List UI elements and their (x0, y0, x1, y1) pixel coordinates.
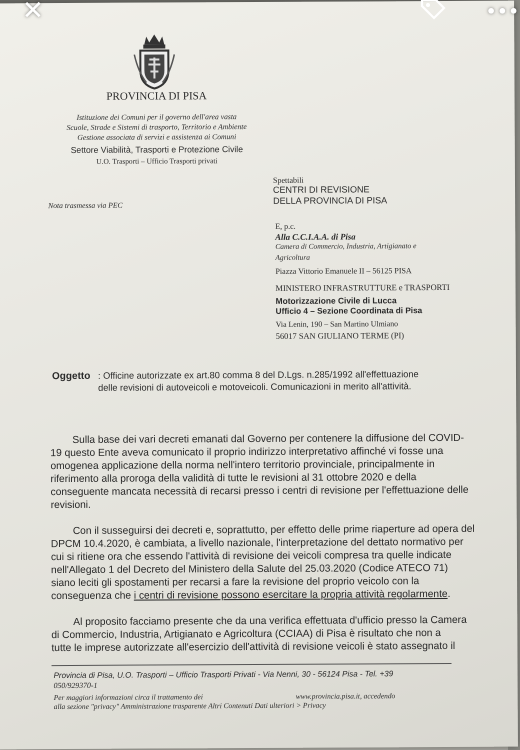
body-p3-line: di Commercio, Industria, Artigianato e Agricoltura (CCIAA) di Pisa è risultato che non a (51, 628, 441, 642)
body-p2-line: nell'Allegato 1 del Decreto del Ministero della Salute del 25.03.2020 (Codice ATECO 71) (50, 562, 449, 577)
cc-cciaa-desc-1: Camera di Commercio, Industria, Artigianato e (275, 241, 417, 251)
footer-privacy-text: Per maggiori informazioni circa il trattamento dei (53, 692, 203, 703)
body-p1-line: 19 questo Ente aveva comunicato il proprio indirizzo interpretativo affinché vi fosse una (50, 446, 444, 460)
province-crest-icon (132, 32, 176, 90)
recipient-line-2: DELLA PROVINCIA DI PISA (273, 195, 388, 206)
body-p1-line: Sulla base dei vari decreti emanati dal Governo per contenere la diffusione del COVID- (72, 432, 465, 446)
letter-page (0, 1, 518, 750)
province-name: PROVINCIA DI PISA (106, 90, 207, 103)
footer-line-2: 050/929370-1 (53, 680, 98, 691)
more-options-icon[interactable]: ••• (486, 2, 520, 21)
body-p2-last-pre: conseguenza che (51, 590, 134, 603)
footer-divider (52, 663, 452, 666)
footer-line-1: Provincia di Pisa, U.O. Trasporti – Ufficio Trasporti Privati - Via Nenni, 30 - 56124 Pisa - Tel. +39 (53, 669, 394, 681)
subject-label: Oggetto (51, 370, 91, 383)
body-p3-line: Al proposito facciamo presente che da una verifica effettuata d'ufficio presso la Camera (73, 614, 467, 628)
body-p2-last-line (51, 589, 450, 602)
cc-ministry-3: Ufficio 4 – Sezione Coordinata di Pisa (275, 306, 423, 316)
subject-line-2: delle revisioni di autoveicoli e motoveicoli. Comunicazioni in merito all'attività. (98, 381, 412, 393)
body-p1-line: omogenea applicazione della norma nell'intero territorio provinciale, principalmente in (50, 459, 435, 473)
cc-ministry-4: Via Lenin, 190 – San Martino Ulmiano (275, 319, 399, 329)
body-p2-line: cui si ritiene ora che essendo l'attività di revisione dei veicoli compresa tra quelle indicate (50, 549, 452, 564)
footer-website: www.provincia.pisa.it, accedendo (295, 691, 396, 701)
body-p2-line: DPCM 10.4.2020, è cambiata, a livello nazionale, l'interpretazione del dettato normativo per (50, 536, 464, 551)
body-p1-line: revisioni. (50, 499, 91, 512)
close-icon[interactable]: ✕ (22, 0, 44, 26)
sector-name: Settore Viabilità, Trasporti e Protezione Civile (70, 144, 243, 155)
cc-ministry-2: Motorizzazione Civile di Lucca (275, 295, 397, 306)
cc-ministry-5: 56017 SAN GIULIANO TERME (PI) (275, 331, 405, 341)
body-p2-line: Con il susseguirsi dei decreti e, soprattutto, per effetto delle prime riaperture ad opera del (72, 523, 475, 537)
institution-line-1: Istituzione dei Comuni per il governo dell'area vasta (76, 112, 237, 122)
recipient-line-1: CENTRI DI REVISIONE (273, 184, 370, 195)
body-p2-line: siano leciti gli spostamenti per recarsi a fare la revisione del proprio veicolo con la (51, 576, 420, 590)
institution-line-2: Scuole, Strade e Sistemi di trasporto, Territorio e Ambiente (66, 122, 247, 132)
tag-icon[interactable] (418, 0, 446, 18)
pec-note: Nota trasmessa via PEC (48, 200, 123, 211)
cc-cciaa-desc-2: Agricoltura (275, 252, 310, 262)
office-name: U.O. Trasporti – Ufficio Trasporti privati (96, 156, 218, 166)
cc-cciaa-address: Piazza Vittorio Emanuele II – 56125 PISA (275, 266, 412, 276)
body-p1-line: conseguente mancata necessità di recarsi presso i centri di revisione per l'effettuazione delle (50, 484, 469, 499)
body-p2-underlined: i centri di revisione possono esercitare la propria attività regolarmente (133, 588, 448, 602)
institution-line-3: Gestione associata di servizi e assistenza ai Comuni (77, 132, 237, 142)
cc-ministry-1: MINISTERO INFRASTRUTTURE e TRASPORTI (275, 282, 450, 293)
body-p1-line: riferimento alla proroga della validità di tutte le revisioni al 31 ottobre 2020 e della (50, 472, 417, 486)
recipients-label: Spettabili (272, 175, 304, 185)
cc-label: E, p.c. (275, 221, 296, 231)
footer-privacy-links: alla sezione "privacy" Amministrazione trasparente Altri Contenuti Dati ulteriori > Privacy (53, 700, 326, 712)
subject-line-1: : Officine autorizzate ex art.80 comma 8 del D.Lgs. n.285/1992 all'effettuazione (97, 369, 419, 381)
cc-cciaa: Alla C.C.I.A.A. di Pisa (275, 231, 356, 242)
body-p3-line: tutte le imprese autorizzate all'esercizio dell'attività di revisione veicoli è stato assegnato il (51, 640, 456, 655)
body-p2-last-post: . (447, 588, 451, 600)
